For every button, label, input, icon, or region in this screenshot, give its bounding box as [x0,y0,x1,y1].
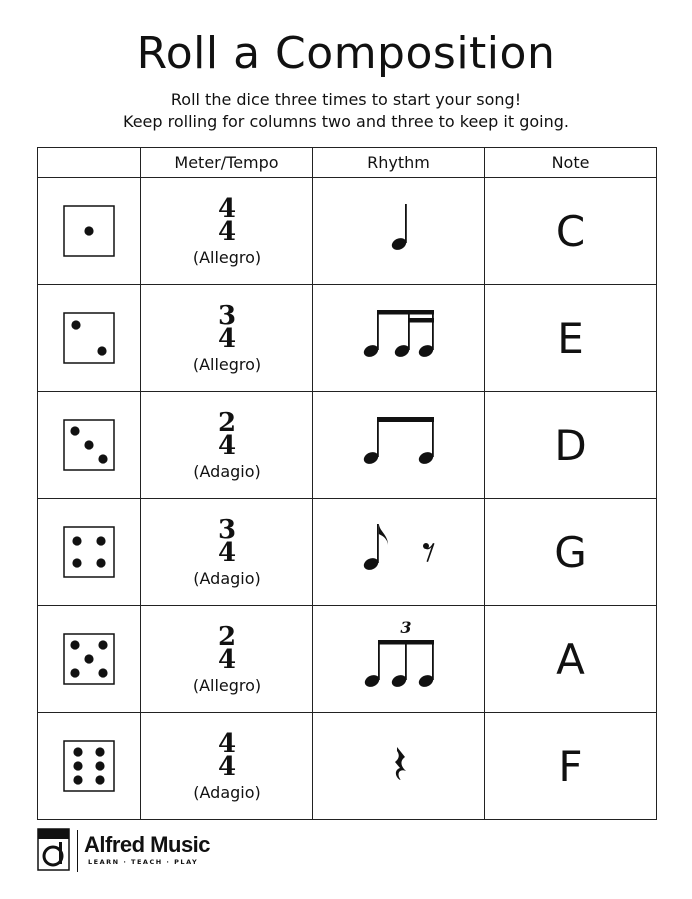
eighth-note-triplet-icon [313,606,485,708]
eighth-two-sixteenths-icon [313,285,485,387]
table-row [38,713,657,820]
meter-top: 4 [217,729,237,759]
triplet-label: 3 [400,618,412,637]
header-row [38,148,657,178]
die-cell [38,713,141,820]
note-cell [485,392,657,499]
meter-cell [141,713,313,820]
die-cell [38,606,141,713]
quarter-rest-icon [313,713,485,815]
header-rhythm: Rhythm [313,148,485,178]
subtitle-line-1: Roll the dice three times to start your song! [170,90,522,109]
tempo-label: (Allegro) [192,248,262,267]
tempo-label: (Adagio) [193,462,261,481]
meter-cell [141,178,313,285]
meter-top: 2 [217,622,237,652]
quarter-note-icon [313,178,485,280]
die-cell [38,499,141,606]
meter-top: 2 [217,408,237,438]
eighth-note-eighth-rest-icon [313,499,485,601]
die-face-3-icon [63,419,115,471]
table-row [38,285,657,392]
die-face-1-icon [63,205,115,257]
note-cell [485,178,657,285]
die-face-5-icon [63,633,115,685]
rhythm-cell [313,178,485,285]
header-note: Note [485,148,657,178]
meter-cell [141,392,313,499]
note-cell [485,499,657,606]
note-letter: C [555,206,586,256]
meter-bottom: 4 [217,324,237,354]
note-cell [485,606,657,713]
die-cell [38,178,141,285]
meter-top: 3 [217,301,237,331]
die-face-6-icon [63,740,115,792]
rhythm-cell [313,392,485,499]
header-meter-tempo: Meter/Tempo [141,148,313,178]
brand-tagline: LEARN · TEACH · PLAY [88,858,199,866]
note-letter: A [556,634,585,684]
note-letter: D [554,420,587,470]
meter-bottom: 4 [217,538,237,568]
rhythm-cell [313,285,485,392]
meter-bottom: 4 [217,431,237,461]
meter-top: 3 [217,515,237,545]
header-die [38,148,141,178]
note-letter: E [557,313,584,363]
page-title: Roll a Composition [136,28,556,79]
tempo-label: (Allegro) [192,355,262,374]
subtitle-line-2: Keep rolling for columns two and three to keep it going. [123,112,569,131]
tempo-label: (Adagio) [193,569,261,588]
die-cell [38,285,141,392]
rhythm-cell [313,606,485,713]
footer-divider [77,830,78,872]
rhythm-cell [313,713,485,820]
alfred-logo-icon [37,828,71,872]
tempo-label: (Allegro) [192,676,262,695]
table-row [38,606,657,713]
meter-cell [141,499,313,606]
meter-bottom: 4 [217,752,237,782]
note-cell [485,713,657,820]
meter-cell [141,285,313,392]
meter-bottom: 4 [217,645,237,675]
note-cell [485,285,657,392]
tempo-label: (Adagio) [193,783,261,802]
die-cell [38,392,141,499]
two-eighth-notes-icon [313,392,485,494]
note-letter: F [558,741,583,791]
rhythm-cell [313,499,485,606]
brand-name: Alfred Music [84,832,211,857]
die-face-4-icon [63,526,115,578]
note-letter: G [554,527,587,577]
meter-bottom: 4 [217,217,237,247]
table-row [38,392,657,499]
die-face-2-icon [63,312,115,364]
table-row [38,499,657,606]
composition-table [37,147,657,820]
table-row [38,178,657,285]
meter-top: 4 [217,194,237,224]
meter-cell [141,606,313,713]
